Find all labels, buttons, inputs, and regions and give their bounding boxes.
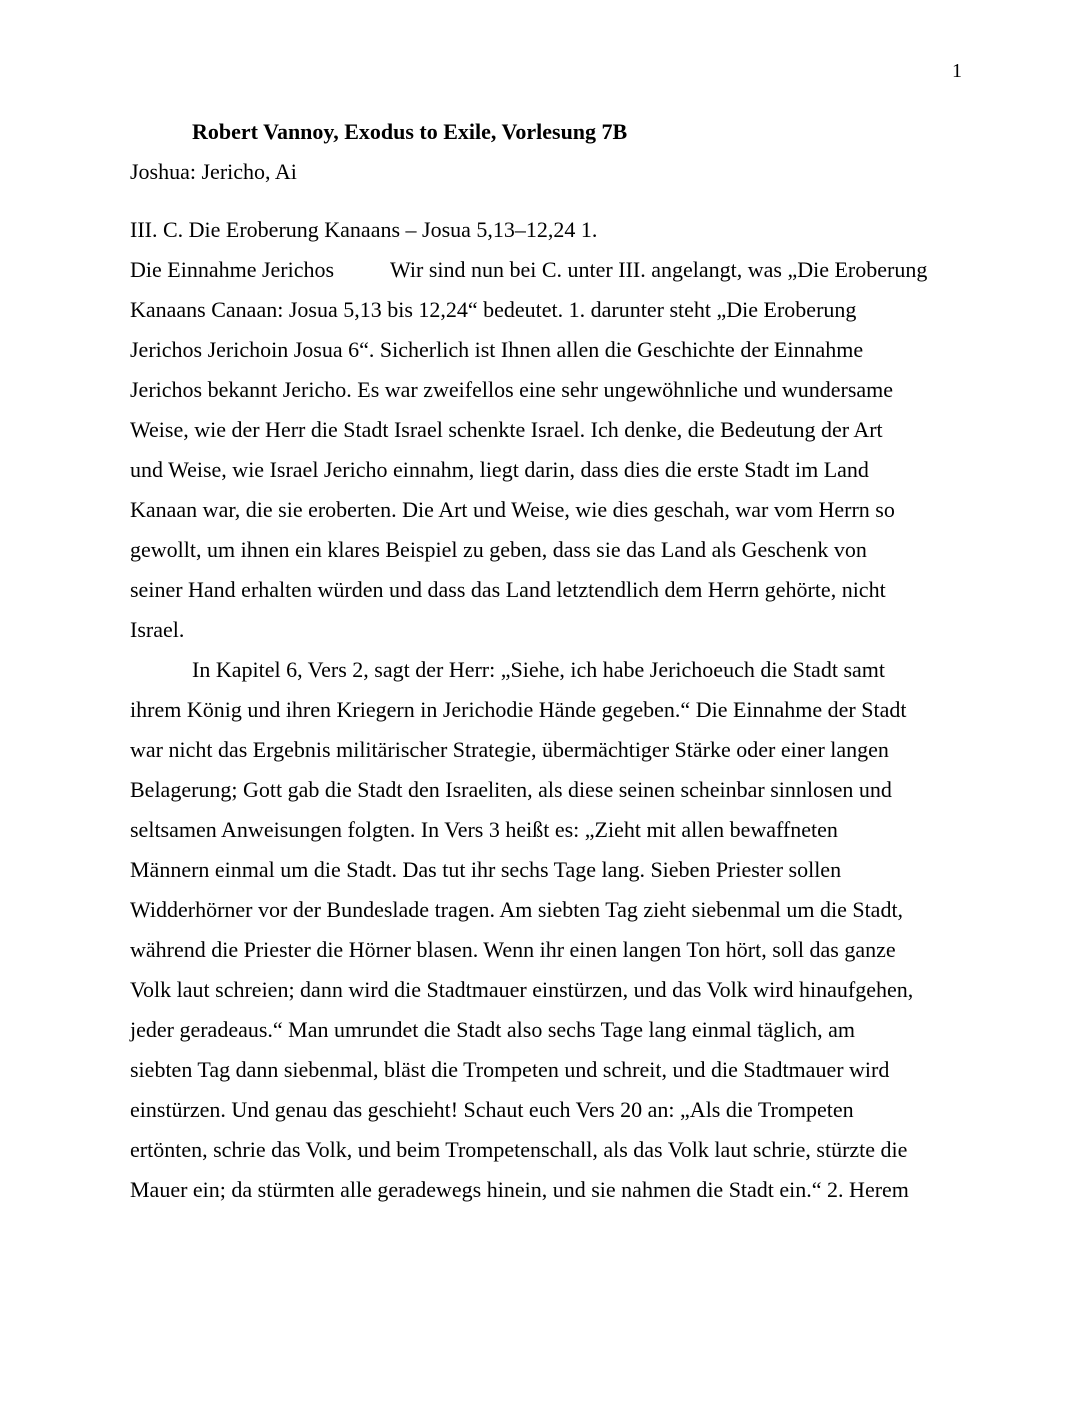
outline-heading: III. C. Die Eroberung Kanaans – Josua 5,13–12,24 1. xyxy=(130,217,598,242)
paragraph-1 xyxy=(130,250,966,650)
paragraph-2-line: seltsamen Anweisungen folgten. In Vers 3 heißt es: „Zieht mit allen bewaffneten xyxy=(130,817,838,842)
document-subtitle: Joshua: Jericho, Ai xyxy=(130,159,297,184)
paragraph-1-line: gewollt, um ihnen ein klares Beispiel zu geben, dass sie das Land als Geschenk von xyxy=(130,537,867,562)
paragraph-2-line: Widderhörner vor der Bundeslade tragen. Am siebten Tag zieht siebenmal um die Stadt, xyxy=(130,897,904,922)
paragraph-2-line: während die Priester die Hörner blasen. Wenn ihr einen langen Ton hört, soll das ganze xyxy=(130,937,896,962)
blank-line xyxy=(130,192,966,210)
paragraph-1-line: Kanaan war, die sie eroberten. Die Art und Weise, wie dies geschah, war vom Herrn so xyxy=(130,497,895,522)
paragraph-2 xyxy=(130,650,966,1210)
paragraph-1-line: Jerichos bekannt Jericho. Es war zweifellos eine sehr ungewöhnliche und wundersame xyxy=(130,377,894,402)
paragraph-1-runin-label: Die Einnahme Jerichos xyxy=(130,257,335,282)
paragraph-1-line: und Weise, wie Israel Jericho einnahm, liegt darin, dass dies die erste Stadt im Land xyxy=(130,457,869,482)
paragraph-1-line: Kanaans Canaan: Josua 5,13 bis 12,24“ bedeutet. 1. darunter steht „Die Eroberung xyxy=(130,297,857,322)
page-number: 1 xyxy=(952,60,962,82)
paragraph-2-line: Mauer ein; da stürmten alle geradewegs hinein, und sie nahmen die Stadt ein.“ 2. Herem xyxy=(130,1177,909,1202)
paragraph-1-line xyxy=(130,250,966,290)
paragraph-1-line: Jerichos Jerichoin Josua 6“. Sicherlich ist Ihnen allen die Geschichte der Einnahme xyxy=(130,337,864,362)
paragraph-1-line: Israel. xyxy=(130,617,185,642)
paragraph-2-line: Belagerung; Gott gab die Stadt den Israeliten, als diese seinen scheinbar sinnlosen und xyxy=(130,777,892,802)
paragraph-2-line: Männern einmal um die Stadt. Das tut ihr sechs Tage lang. Sieben Priester sollen xyxy=(130,857,842,882)
paragraph-2-line: jeder geradeaus.“ Man umrundet die Stadt also sechs Tage lang einmal täglich, am xyxy=(130,1017,856,1042)
paragraph-2-line: ihrem König und ihren Kriegern in Jerichodie Hände gegeben.“ Die Einnahme der Stadt xyxy=(130,697,907,722)
document-content xyxy=(130,112,966,1210)
paragraph-1-line-text: Wir sind nun bei C. unter III. angelangt, was „Die Eroberung xyxy=(390,257,928,282)
paragraph-2-line: Volk laut schreien; dann wird die Stadtmauer einstürzen, und das Volk wird hinaufgehen, xyxy=(130,977,914,1002)
paragraph-1-line: seiner Hand erhalten würden und dass das Land letztendlich dem Herrn gehörte, nicht xyxy=(130,577,886,602)
paragraph-1-line: Weise, wie der Herr die Stadt Israel schenkte Israel. Ich denke, die Bedeutung der Art xyxy=(130,417,883,442)
paragraph-2-line: In Kapitel 6, Vers 2, sagt der Herr: „Siehe, ich habe Jerichoeuch die Stadt samt xyxy=(192,657,885,682)
paragraph-2-line: ertönten, schrie das Volk, und beim Trompetenschall, als das Volk laut schrie, stürzte die xyxy=(130,1137,908,1162)
paragraph-2-line: siebten Tag dann siebenmal, bläst die Trompeten und schreit, und die Stadtmauer wird xyxy=(130,1057,890,1082)
paragraph-2-line: war nicht das Ergebnis militärischer Strategie, übermächtiger Stärke oder einer langen xyxy=(130,737,889,762)
document-title: Robert Vannoy, Exodus to Exile, Vorlesung 7B xyxy=(192,119,628,144)
paragraph-2-line: einstürzen. Und genau das geschieht! Schaut euch Vers 20 an: „Als die Trompeten xyxy=(130,1097,854,1122)
